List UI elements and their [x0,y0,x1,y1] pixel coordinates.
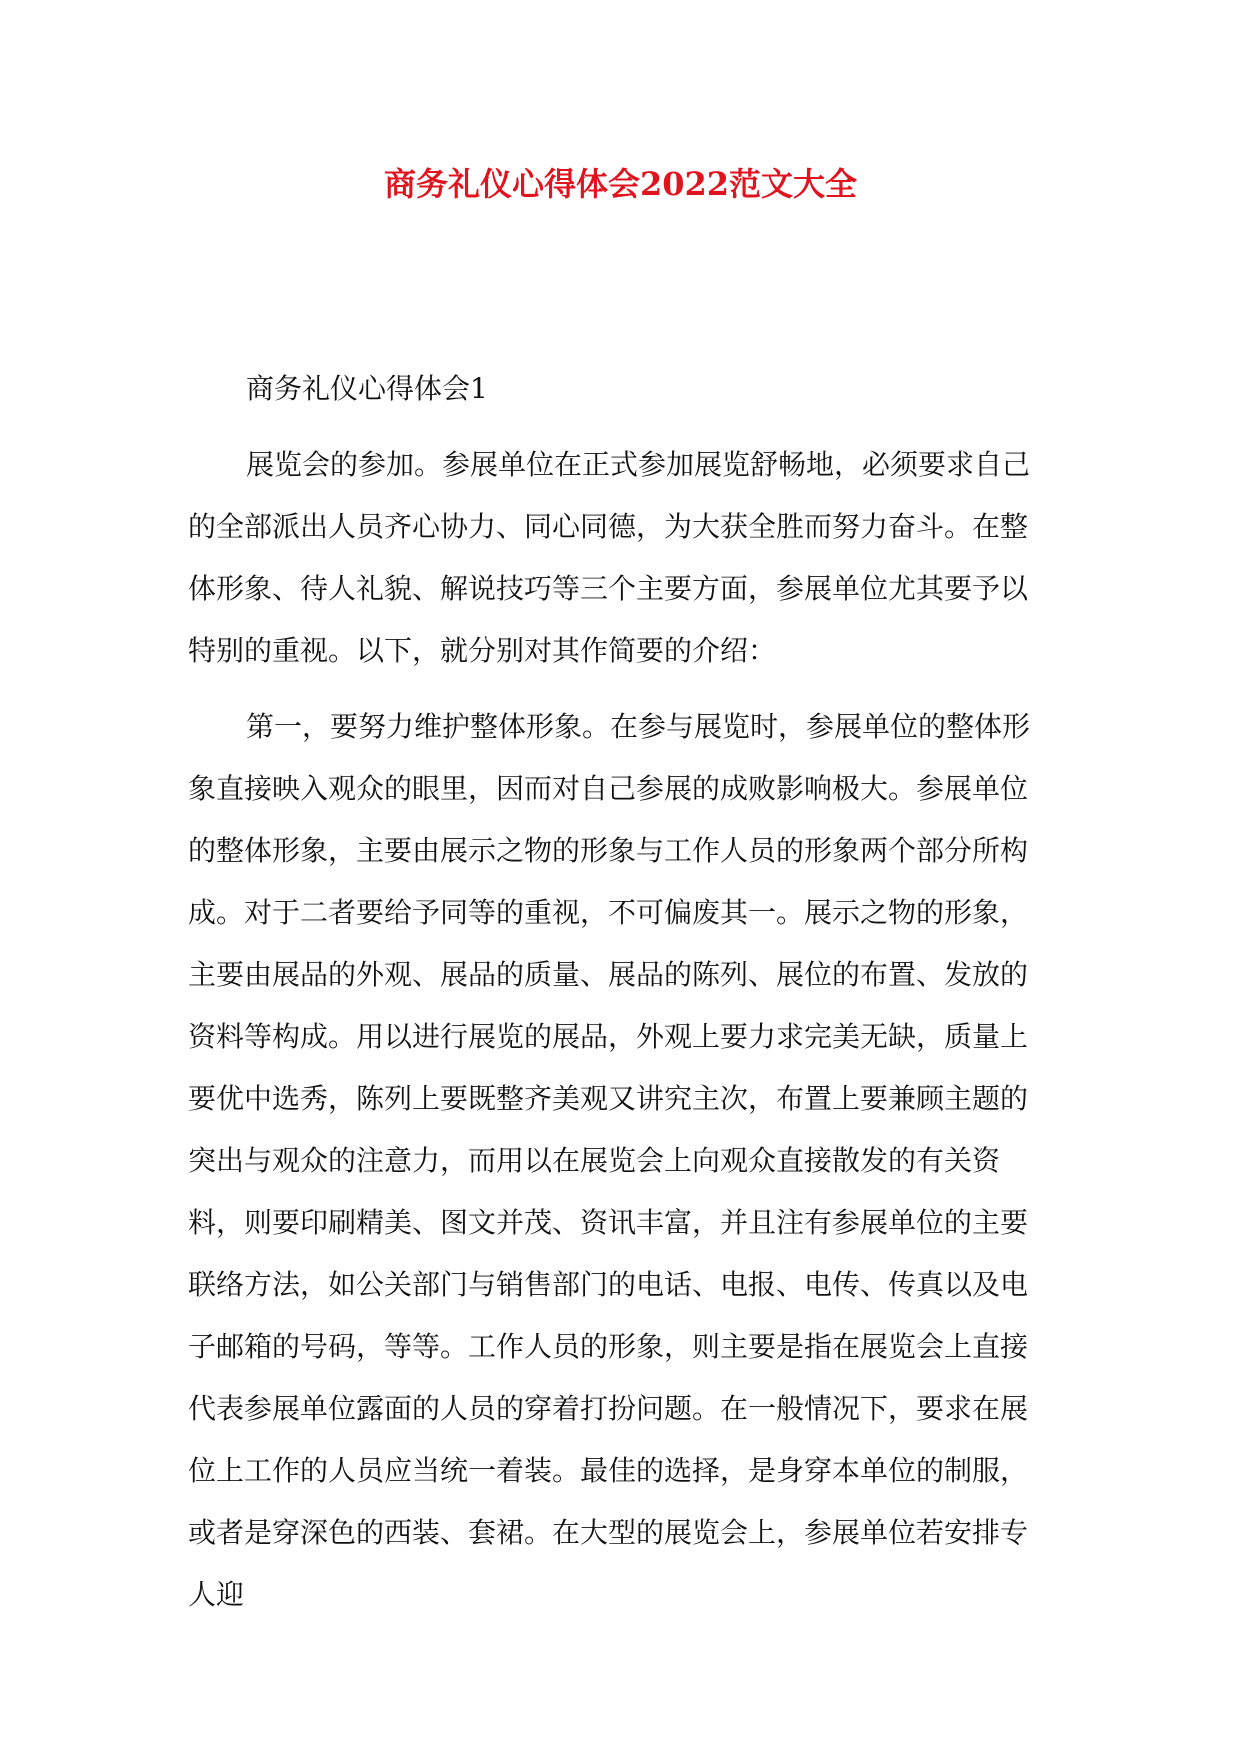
document-body [188,358,1054,1640]
paragraph: 第一，要努力维护整体形象。在参与展览时，参展单位的整体形象直接映入观众的眼里，因而对自己参展的成败影响极大。参展单位的整体形象，主要由展示之物的形象与工作人员的形象两个部分所构成。对于二者要给予同等的重视，不可偏废其一。展示之物的形象，主要由展品的外观、展品的质量、展品的陈列、展位的布置、发放的资料等构成。用以进行展览的展品，外观上要力求完美无缺，质量上要优中选秀，陈列上要既整齐美观又讲究主次，布置上要兼顾主题的突出与观众的注意力，而用以在展览会上向观众直接散发的有关资料，则要印刷精美、图文并茂、资讯丰富，并且注有参展单位的主要联络方法，如公关部门与销售部门的电话、电报、电传、传真以及电子邮箱的号码，等等。工作人员的形象，则主要是指在展览会上直接代表参展单位露面的人员的穿着打扮问题。在一般情况下，要求在展位上工作的人员应当统一着装。最佳的选择，是身穿本单位的制服，或者是穿深色的西装、套裙。在大型的展览会上，参展单位若安排专人迎 [188,710,1031,1611]
document-title: 商务礼仪心得体会2022范文大全 [383,165,858,203]
paragraph: 展览会的参加。参展单位在正式参加展览舒畅地，必须要求自己的全部派出人员齐心协力、同心同德，为大获全胜而努力奋斗。在整体形象、待人礼貌、解说技巧等三个主要方面，参展单位尤其要予以特别的重视。以下，就分别对其作简要的介绍： [188,448,1031,667]
section-heading: 商务礼仪心得体会1 [246,372,488,405]
